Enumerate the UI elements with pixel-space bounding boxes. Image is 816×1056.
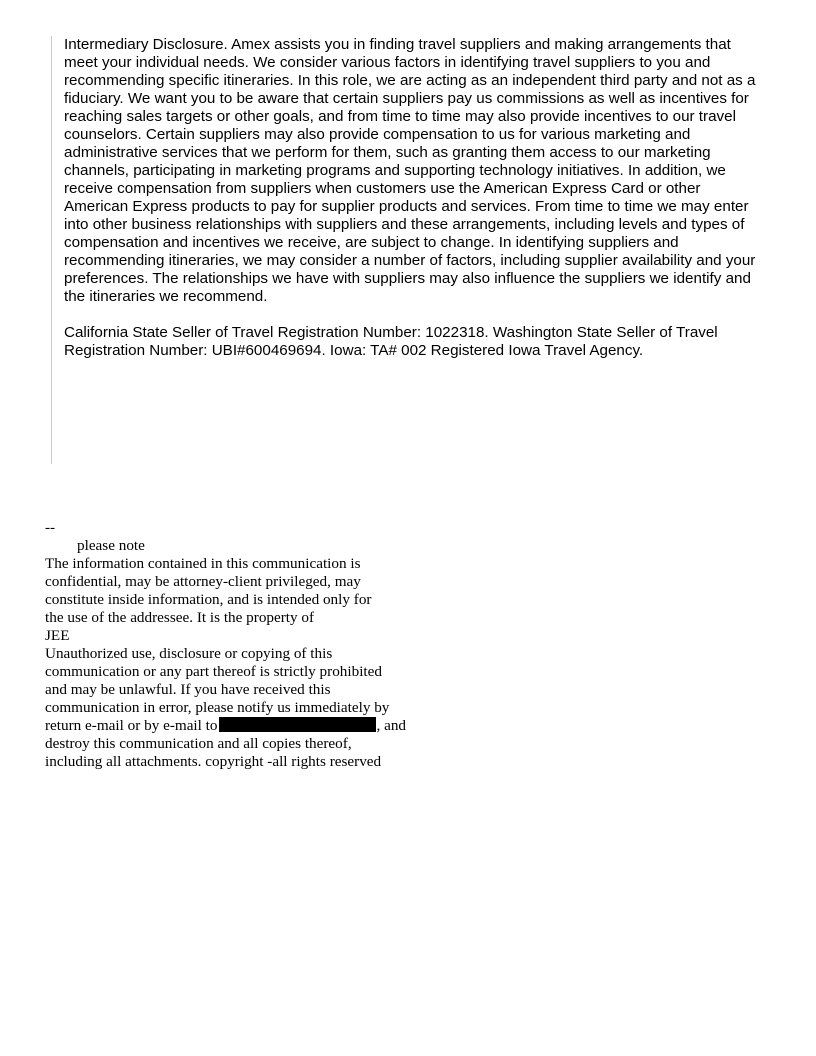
footer-line: communication or any part thereof is strictly prohibited (45, 663, 382, 680)
seller-of-travel-registration-paragraph: California State Seller of Travel Registration Number: 1022318. Washington State Seller of Travel Registration Number: UBI#600469694. Iowa: TA# 002 Registered Iowa Travel Agency. (64, 324, 718, 359)
redacted-email-address (219, 717, 376, 732)
footer-line: The information contained in this communication is (45, 555, 361, 572)
footer-line: and may be unlawful. If you have received this (45, 681, 331, 698)
email-confidentiality-footer (45, 519, 445, 771)
footer-line: constitute inside information, and is intended only for (45, 591, 372, 608)
footer-copyright-line: including all attachments. copyright -all rights reserved (45, 753, 382, 770)
intermediary-disclosure-paragraph: Intermediary Disclosure. Amex assists you in finding travel suppliers and making arrangements that meet your individual needs. We consider various factors in identifying travel suppliers to you and recommending specific itineraries. In this role, we are acting as an independent third party and not as a fiduciary. We want you to be aware that certain suppliers pay us commissions as well as incentives for reaching sales targets or other goals, and from time to time may also provide incentives to our travel counselors. Certain suppliers may also provide compensation to us for various marketing and administrative services that we perform for them, such as granting them access to our marketing channels, participating in marketing programs and supporting technology initiatives. In addition, we receive compensation from suppliers when customers use the American Express Card or other American Express products to pay for supplier products and services. From time to time we may enter into other business relationships with suppliers and these arrangements, including levels and types of compensation and incentives we receive, are subject to change. In identifying suppliers and recommending itineraries, we may consider a number of factors, including supplier availability and your preferences. The relationships we have with suppliers may also influence the suppliers we identify and the itineraries we recommend. (64, 36, 756, 305)
footer-line: confidential, may be attorney-client privileged, may (45, 573, 361, 590)
email-line-prefix: return e-mail or by e-mail to (45, 717, 218, 734)
footer-line: the use of the addressee. It is the property of (45, 609, 315, 626)
footer-note-heading: please note (77, 537, 145, 554)
footer-company-name: JEE (45, 627, 70, 644)
signature-separator: -- (45, 519, 56, 536)
footer-email-line (45, 717, 445, 735)
quoted-disclosure-block (51, 36, 767, 464)
email-line-suffix: , and (376, 717, 407, 734)
footer-line: destroy this communication and all copies thereof, (45, 735, 352, 752)
footer-line: Unauthorized use, disclosure or copying of this (45, 645, 333, 662)
footer-line: communication in error, please notify us immediately by (45, 699, 390, 716)
